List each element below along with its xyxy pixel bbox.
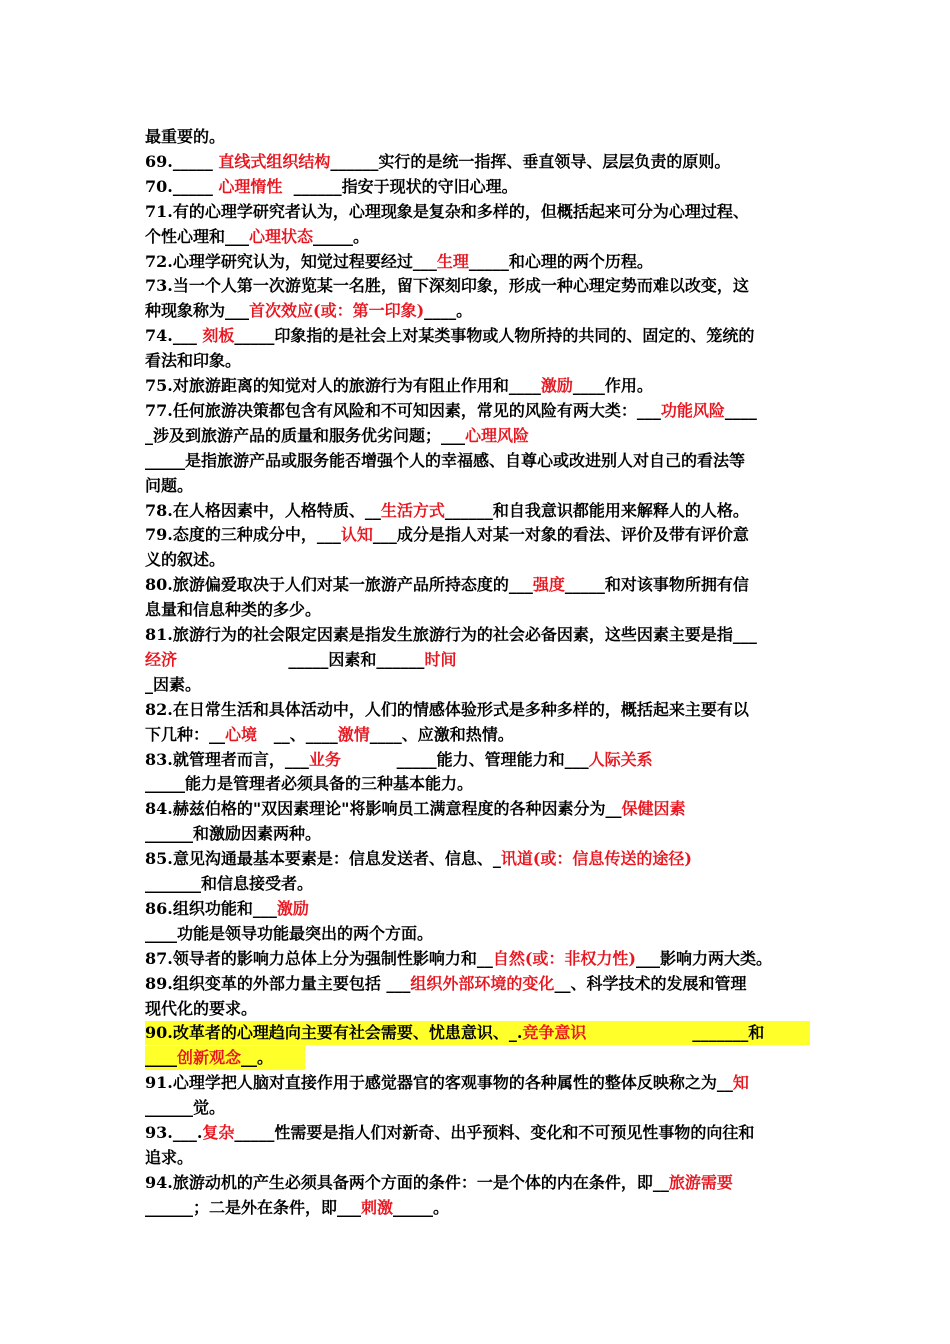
question-text: 下几种：__ bbox=[145, 724, 226, 744]
question-text: ______实行的是统一指挥、垂直领导、层层负责的原则。 bbox=[330, 151, 731, 171]
answer-text: 竞争意识 bbox=[522, 1023, 587, 1043]
question-text: _____性需要是指人们对新奇、出乎预料、变化和不可预见性事物的向往和 bbox=[234, 1123, 755, 1142]
text-line bbox=[145, 598, 810, 622]
question-text: ____ bbox=[145, 1048, 177, 1068]
question-text: _____是指旅游产品或服务能否增强个人的幸福感、自尊心或改进别人对自己的看法等 bbox=[145, 450, 746, 470]
question-text: 现代化的要求。 bbox=[145, 998, 258, 1018]
question-text: 83.就管理者而言，___ bbox=[145, 749, 309, 769]
answer-text: 保健因素 bbox=[621, 799, 686, 819]
question-text: ______觉。 bbox=[145, 1098, 226, 1118]
answer-text: 组织外部环境的变化 bbox=[410, 973, 555, 993]
question-text: 看法和印象。 bbox=[145, 351, 242, 371]
question-text: _____。 bbox=[313, 226, 370, 246]
answer-text: 刺激 bbox=[361, 1197, 394, 1217]
question-text: 69._____ bbox=[145, 151, 219, 171]
question-text: _因素。 bbox=[145, 674, 202, 694]
text-line bbox=[145, 997, 810, 1021]
question-text: _____能力是管理者必须具备的三种基本能力。 bbox=[145, 774, 474, 794]
question-text: 91.心理学把人脑对直接作用于感觉器官的客观事物的各种属性的整体反映称之为__ bbox=[145, 1073, 733, 1093]
text-line bbox=[145, 723, 810, 747]
answer-text: 功能风险 bbox=[660, 400, 725, 420]
answer-text: 强度 bbox=[532, 575, 565, 595]
answer-text: 刻板 bbox=[202, 326, 235, 346]
text-line bbox=[145, 1046, 305, 1070]
text-line bbox=[145, 250, 810, 274]
answer-text: 心理惰性 bbox=[218, 176, 283, 196]
answer-text: 复杂 bbox=[202, 1123, 235, 1142]
text-line bbox=[145, 175, 810, 199]
question-text: ____功能是领导功能最突出的两个方面。 bbox=[145, 923, 434, 943]
question-text: ______指安于现状的守旧心理。 bbox=[282, 176, 518, 196]
question-text: ______和激励因素两种。 bbox=[145, 824, 322, 844]
question-text: 79.态度的三种成分中，___ bbox=[145, 525, 341, 545]
question-text: ____ bbox=[724, 400, 757, 420]
text-line bbox=[145, 499, 810, 523]
text-line bbox=[145, 200, 810, 224]
text-line bbox=[145, 623, 810, 647]
text-line bbox=[145, 299, 810, 323]
question-text: 84.赫兹伯格的"双因素理论"将影响员工满意程度的各种因素分为__ bbox=[145, 799, 622, 819]
text-line bbox=[145, 523, 810, 547]
text-line bbox=[145, 1021, 810, 1045]
text-line bbox=[145, 748, 810, 772]
question-text: 问题。 bbox=[145, 475, 194, 495]
answer-text: 时间 bbox=[424, 649, 457, 669]
text-line bbox=[145, 324, 810, 348]
question-text: _____因素和______ bbox=[177, 649, 425, 669]
answer-text: 直线式组织结构 bbox=[218, 151, 331, 171]
answer-text: 人际关系 bbox=[588, 749, 653, 769]
question-text: _____印象指的是社会上对某类事物或人物所持的共同的、固定的、笼统的 bbox=[234, 326, 755, 346]
text-line bbox=[145, 274, 810, 298]
question-text: 94.旅游动机的产生必须具备两个方面的条件：一是个体的内在条件，即__ bbox=[145, 1172, 669, 1192]
text-line bbox=[145, 972, 810, 996]
question-text: _涉及到旅游产品的质量和服务优劣问题；___ bbox=[145, 425, 466, 445]
question-text: _______和 bbox=[586, 1023, 765, 1043]
question-text: 85.意见沟通最基本要素是：信息发送者、信息、_ bbox=[145, 849, 501, 869]
text-line bbox=[145, 1071, 810, 1095]
text-line bbox=[145, 648, 810, 672]
text-line bbox=[145, 474, 810, 498]
question-text: _____能力、管理能力和___ bbox=[340, 749, 589, 769]
answer-text: 生理 bbox=[436, 251, 469, 271]
answer-text: 经济 bbox=[145, 649, 178, 669]
answer-text: 自然(或：非权力性) bbox=[492, 948, 636, 968]
text-line bbox=[145, 897, 810, 921]
question-text: ____。 bbox=[424, 301, 473, 321]
question-text: _____。 bbox=[393, 1197, 450, 1217]
question-text: ___成分是指人对某一对象的看法、评价及带有评价意 bbox=[372, 525, 749, 545]
question-text: ____、应激和热情。 bbox=[369, 724, 514, 744]
text-line bbox=[145, 399, 810, 423]
text-line bbox=[145, 797, 810, 821]
text-line bbox=[145, 847, 810, 871]
answer-text: 旅游需要 bbox=[668, 1172, 733, 1192]
answer-text: 心理状态 bbox=[249, 226, 314, 246]
answer-text: 生活方式 bbox=[380, 500, 445, 520]
answer-text: 业务 bbox=[308, 749, 341, 769]
answer-text: 心境 bbox=[225, 724, 258, 744]
question-text: 72.心理学研究认为，知觉过程要经过___ bbox=[145, 251, 437, 271]
text-line bbox=[145, 1096, 810, 1120]
text-line bbox=[145, 349, 810, 373]
question-text: __、科学技术的发展和管理 bbox=[554, 973, 747, 993]
question-text: ______；二是外在条件，即___ bbox=[145, 1197, 362, 1217]
question-text: 70._____ bbox=[145, 176, 219, 196]
question-text: 77.任何旅游决策都包含有风险和不可知因素，常见的风险有两大类：___ bbox=[145, 400, 661, 420]
question-text: 81.旅游行为的社会限定因素是指发生旅游行为的社会必备因素，这些因素主要是指___ bbox=[145, 625, 757, 644]
question-text: _____和心理的两个历程。 bbox=[468, 251, 653, 271]
answer-text: 知 bbox=[732, 1073, 749, 1093]
question-text: 71.有的心理学研究者认为，心理现象是复杂和多样的，但概括起来可分为心理过程、 bbox=[145, 201, 749, 221]
text-line bbox=[145, 1121, 810, 1145]
answer-text: 创新观念 bbox=[177, 1048, 242, 1068]
text-line bbox=[145, 922, 810, 946]
question-text: ___影响力两大类。 bbox=[636, 948, 773, 968]
question-text: 89.组织变革的外部力量主要包括 ___ bbox=[145, 973, 411, 993]
text-line bbox=[145, 872, 810, 896]
text-line bbox=[145, 947, 810, 971]
text-line bbox=[145, 548, 810, 572]
question-text: _______和信息接受者。 bbox=[145, 874, 314, 893]
question-text: 74.___ bbox=[145, 326, 203, 346]
text-line bbox=[145, 424, 810, 448]
text-line bbox=[145, 374, 810, 398]
text-line bbox=[145, 772, 810, 796]
answer-text: 激情 bbox=[337, 724, 370, 744]
question-text: __。 bbox=[241, 1048, 274, 1068]
text-line bbox=[145, 673, 810, 697]
text-line bbox=[145, 225, 810, 249]
answer-text: 激励 bbox=[276, 898, 309, 918]
text-line bbox=[145, 1171, 810, 1195]
question-text: 93.___. bbox=[145, 1123, 203, 1142]
question-text: 义的叙述。 bbox=[145, 550, 226, 570]
text-line bbox=[145, 1196, 810, 1220]
answer-text: 心理风险 bbox=[465, 425, 530, 445]
text-line bbox=[145, 573, 810, 597]
question-text: 78.在人格因素中，人格特质、__ bbox=[145, 500, 381, 520]
text-line bbox=[145, 822, 810, 846]
question-text: _____和对该事物所拥有信 bbox=[564, 575, 749, 595]
question-text: 86.组织功能和___ bbox=[145, 898, 277, 918]
text-line bbox=[145, 1146, 810, 1170]
question-text: 87.领导者的影响力总体上分为强制性影响力和__ bbox=[145, 948, 493, 968]
answer-text: 首次效应(或：第一印象) bbox=[249, 301, 425, 321]
text-line bbox=[145, 125, 810, 149]
question-text: 73.当一个人第一次游览某一名胜，留下深刻印象，形成一种心理定势而难以改变，这 bbox=[145, 276, 749, 296]
question-text: 种现象称为___ bbox=[145, 301, 250, 321]
question-text: __、____ bbox=[257, 724, 338, 744]
answer-text: 认知 bbox=[340, 525, 373, 545]
question-text: 80.旅游偏爱取决于人们对某一旅游产品所持态度的___ bbox=[145, 575, 533, 595]
text-line bbox=[145, 150, 810, 174]
question-text: 82.在日常生活和具体活动中，人们的情感体验形式是多种多样的，概括起来主要有以 bbox=[145, 699, 749, 719]
question-text: 75.对旅游距离的知觉对人的旅游行为有阻止作用和____ bbox=[145, 376, 541, 395]
question-text: 90.改革者的心理趋向主要有社会需要、忧患意识、_. bbox=[145, 1023, 523, 1043]
question-text: 追求。 bbox=[145, 1147, 194, 1167]
text-line bbox=[145, 449, 810, 473]
question-text: 最重要的。 bbox=[145, 127, 226, 146]
answer-text: 讯道(或：信息传送的途径) bbox=[500, 849, 692, 869]
text-line bbox=[145, 698, 810, 722]
answer-text: 激励 bbox=[540, 376, 573, 395]
question-text: ____作用。 bbox=[572, 376, 653, 395]
question-text: 息量和信息种类的多少。 bbox=[145, 600, 322, 620]
question-text: ______和自我意识都能用来解释人的人格。 bbox=[444, 500, 749, 520]
question-text: 个性心理和___ bbox=[145, 226, 250, 246]
